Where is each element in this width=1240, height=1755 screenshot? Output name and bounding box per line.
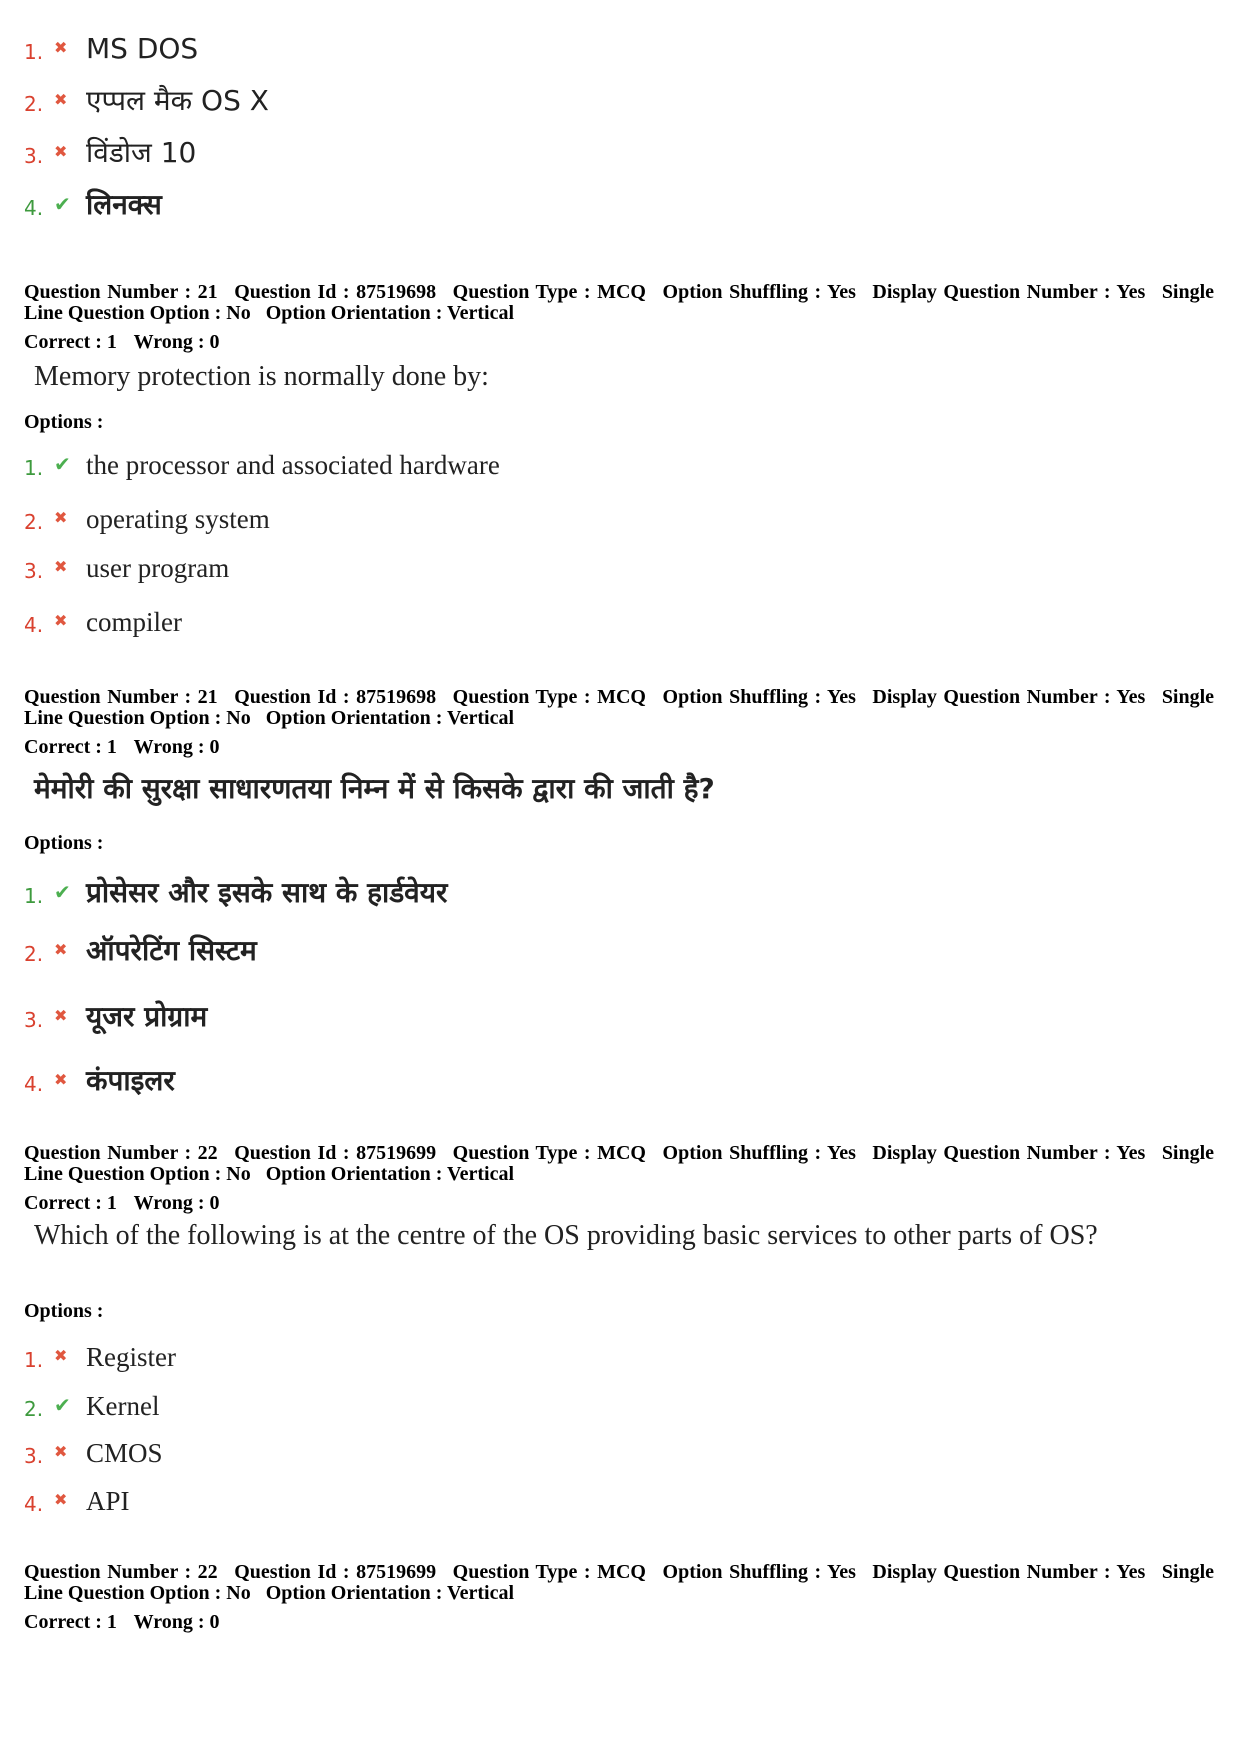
score-line — [24, 1192, 232, 1214]
wrong-icon: ✖ — [54, 940, 68, 959]
option-text: ऑपरेटिंग सिस्टम — [86, 934, 257, 967]
wrong-score: Wrong : 0 — [133, 736, 220, 758]
wrong-icon: ✖ — [54, 1490, 68, 1509]
option-orientation: Option Orientation : Vertical — [265, 1163, 515, 1185]
option-number: 1. — [24, 1348, 44, 1372]
option-number: 2. — [24, 510, 44, 534]
option-text: Kernel — [86, 1391, 160, 1421]
correct-score: Correct : 1 — [24, 736, 117, 758]
list-item — [24, 1381, 159, 1421]
option-text: प्रोसेसर और इसके साथ के हार्डवेयर — [86, 876, 448, 909]
question-text: Memory protection is normally done by: — [34, 361, 489, 392]
option-text: लिनक्स — [86, 188, 162, 221]
score-line — [24, 331, 232, 353]
check-icon: ✔ — [54, 452, 71, 476]
list-item — [24, 1056, 175, 1096]
single-line-option: Single Line Question Option : No — [24, 686, 1215, 729]
display-question-number: Display Question Number : Yes — [872, 1142, 1146, 1164]
check-icon: ✔ — [54, 192, 71, 216]
question-meta — [24, 1562, 1214, 1604]
question-id: Question Id : 87519698 — [234, 686, 437, 708]
option-shuffling: Option Shuffling : Yes — [662, 1561, 856, 1583]
question-number: Question Number : 22 — [24, 1561, 218, 1583]
option-text: विंडोज 10 — [86, 136, 197, 169]
question-id: Question Id : 87519698 — [234, 281, 437, 303]
option-shuffling: Option Shuffling : Yes — [662, 281, 856, 303]
option-number: 1. — [24, 456, 44, 480]
option-text: the processor and associated hardware — [86, 450, 500, 480]
question-meta — [24, 282, 1214, 324]
option-number: 4. — [24, 1072, 44, 1096]
option-shuffling: Option Shuffling : Yes — [662, 686, 856, 708]
option-text: एप्पल मैक OS X — [86, 84, 269, 117]
list-item — [24, 128, 196, 168]
list-item — [24, 180, 162, 220]
question-text: Which of the following is at the centre of the OS providing basic services to other parts of OS? — [34, 1220, 1098, 1251]
options-label: Options : — [24, 832, 104, 854]
option-number: 4. — [24, 613, 44, 637]
question-id: Question Id : 87519699 — [234, 1561, 437, 1583]
question-text: मेमोरी की सुरक्षा साधारणतया निम्न में से किसके द्वारा की जाती है? — [34, 772, 715, 805]
correct-score: Correct : 1 — [24, 331, 117, 353]
wrong-icon: ✖ — [54, 1346, 68, 1365]
question-type: Question Type : MCQ — [452, 1561, 646, 1583]
option-number: 4. — [24, 196, 44, 220]
question-meta — [24, 1143, 1214, 1185]
wrong-icon: ✖ — [54, 557, 68, 576]
option-orientation: Option Orientation : Vertical — [265, 707, 515, 729]
question-type: Question Type : MCQ — [452, 686, 646, 708]
option-text: MS DOS — [86, 32, 199, 65]
question-id: Question Id : 87519699 — [234, 1142, 437, 1164]
wrong-icon: ✖ — [54, 1442, 68, 1461]
wrong-icon: ✖ — [54, 1006, 68, 1025]
option-text: कंपाइलर — [86, 1064, 175, 1097]
question-number: Question Number : 21 — [24, 281, 218, 303]
wrong-icon: ✖ — [54, 611, 68, 630]
wrong-icon: ✖ — [54, 38, 68, 57]
score-line — [24, 1611, 232, 1633]
options-label: Options : — [24, 411, 104, 433]
option-orientation: Option Orientation : Vertical — [265, 1582, 515, 1604]
list-item — [24, 1476, 130, 1516]
question-meta — [24, 687, 1214, 729]
question-type: Question Type : MCQ — [452, 281, 646, 303]
check-icon: ✔ — [54, 880, 71, 904]
option-text: compiler — [86, 607, 182, 637]
single-line-option: Single Line Question Option : No — [24, 1561, 1215, 1604]
list-item — [24, 992, 207, 1032]
check-icon: ✔ — [54, 1393, 71, 1417]
wrong-icon: ✖ — [54, 1070, 68, 1089]
list-item — [24, 1428, 163, 1468]
wrong-icon: ✖ — [54, 90, 68, 109]
option-text: operating system — [86, 504, 270, 534]
option-number: 3. — [24, 1444, 44, 1468]
option-number: 3. — [24, 559, 44, 583]
option-number: 1. — [24, 40, 44, 64]
correct-score: Correct : 1 — [24, 1611, 117, 1633]
list-item — [24, 597, 182, 637]
wrong-icon: ✖ — [54, 142, 68, 161]
option-number: 2. — [24, 1397, 44, 1421]
wrong-score: Wrong : 0 — [133, 1611, 220, 1633]
option-orientation: Option Orientation : Vertical — [265, 302, 515, 324]
option-number: 4. — [24, 1492, 44, 1516]
option-number: 3. — [24, 144, 44, 168]
list-item — [24, 76, 269, 116]
option-text: CMOS — [86, 1438, 163, 1468]
single-line-option: Single Line Question Option : No — [24, 1142, 1215, 1185]
display-question-number: Display Question Number : Yes — [872, 686, 1146, 708]
option-shuffling: Option Shuffling : Yes — [662, 1142, 856, 1164]
correct-score: Correct : 1 — [24, 1192, 117, 1214]
option-text: user program — [86, 553, 230, 583]
option-text: यूजर प्रोग्राम — [86, 1000, 208, 1033]
list-item — [24, 1332, 176, 1372]
option-number: 2. — [24, 92, 44, 116]
option-number: 3. — [24, 1008, 44, 1032]
option-number: 2. — [24, 942, 44, 966]
single-line-option: Single Line Question Option : No — [24, 281, 1215, 324]
question-number: Question Number : 22 — [24, 1142, 218, 1164]
list-item — [24, 543, 229, 583]
list-item — [24, 868, 447, 908]
options-label: Options : — [24, 1300, 104, 1322]
option-number: 1. — [24, 884, 44, 908]
list-item — [24, 440, 500, 480]
display-question-number: Display Question Number : Yes — [872, 281, 1146, 303]
question-number: Question Number : 21 — [24, 686, 218, 708]
display-question-number: Display Question Number : Yes — [872, 1561, 1146, 1583]
list-item — [24, 24, 198, 64]
option-text: Register — [86, 1342, 176, 1372]
wrong-icon: ✖ — [54, 508, 68, 527]
question-type: Question Type : MCQ — [452, 1142, 646, 1164]
list-item — [24, 494, 270, 534]
wrong-score: Wrong : 0 — [133, 331, 220, 353]
score-line — [24, 736, 232, 758]
list-item — [24, 926, 257, 966]
wrong-score: Wrong : 0 — [133, 1192, 220, 1214]
option-text: API — [86, 1486, 130, 1516]
